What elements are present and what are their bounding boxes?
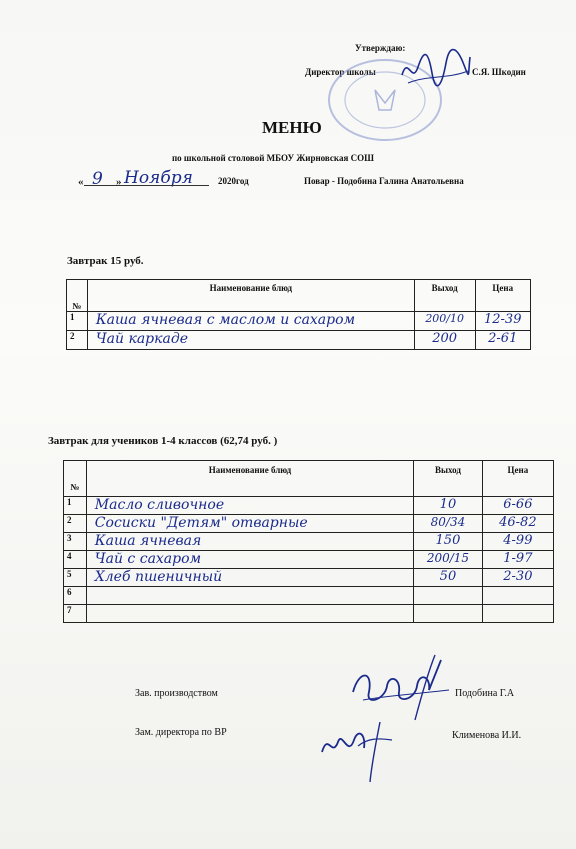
row-num: 3 — [64, 533, 87, 551]
director-signature — [398, 45, 473, 90]
table-row — [64, 605, 554, 623]
row-num: 1 — [64, 497, 87, 515]
cook-name: Повар - Подобина Галина Анатольевна — [304, 176, 464, 186]
approval-position: Директор школы — [305, 67, 376, 77]
row-price: 2-30 — [482, 569, 553, 587]
table-row — [64, 587, 554, 605]
approval-name: С.Я. Шкодин — [472, 67, 526, 77]
table-row — [67, 331, 531, 350]
row-name: Чай с сахаром — [86, 551, 413, 569]
row-num: 7 — [64, 605, 87, 623]
col-name: Наименование блюд — [87, 280, 414, 312]
page-title: МЕНЮ — [262, 118, 322, 137]
col-price: Цена — [475, 280, 531, 312]
row-name — [86, 587, 413, 605]
production-name: Подобина Г.А — [455, 688, 515, 699]
row-num: 5 — [64, 569, 87, 587]
row-output: 10 — [414, 497, 483, 515]
date-open-quote: « — [78, 176, 84, 188]
date-close-quote: » — [116, 176, 122, 188]
breakfast2-title: Завтрак для учеников 1-4 классов (62,74 руб. ) — [48, 435, 278, 447]
col-output: Выход — [414, 280, 475, 312]
row-price: 46-82 — [482, 515, 553, 533]
row-price: 12-39 — [475, 312, 531, 331]
row-output: 80/34 — [414, 515, 483, 533]
table-row — [64, 551, 554, 569]
row-output: 50 — [414, 569, 483, 587]
row-name: Каша ячневая с маслом и сахаром — [87, 312, 414, 331]
row-name — [86, 605, 413, 623]
col-num: № — [64, 461, 87, 497]
row-num: 2 — [67, 331, 88, 350]
date-year: 2020год — [218, 176, 249, 186]
table-row — [67, 312, 531, 331]
deputy-name: Клименова И.И. — [452, 730, 522, 741]
breakfast1-title: Завтрак 15 руб. — [67, 255, 144, 267]
table-row — [64, 515, 554, 533]
date-month: Ноября — [124, 168, 193, 188]
row-num: 6 — [64, 587, 87, 605]
approval-title: Утверждаю: — [355, 43, 406, 53]
row-price: 6-66 — [482, 497, 553, 515]
row-name: Чай каркаде — [87, 331, 414, 350]
col-name: Наименование блюд — [86, 461, 413, 497]
row-num: 4 — [64, 551, 87, 569]
row-num: 2 — [64, 515, 87, 533]
breakfast2-table — [63, 460, 554, 623]
row-num: 1 — [67, 312, 88, 331]
deputy-label: Зам. директора по ВР — [135, 727, 227, 738]
row-price: 4-99 — [482, 533, 553, 551]
row-name: Сосиски "Детям" отварные — [86, 515, 413, 533]
col-price: Цена — [482, 461, 553, 497]
table-row — [64, 497, 554, 515]
row-name: Хлеб пшеничный — [86, 569, 413, 587]
row-name: Масло сливочное — [86, 497, 413, 515]
row-output — [414, 587, 483, 605]
col-num: № — [67, 280, 88, 312]
table-row — [64, 533, 554, 551]
deputy-signature — [318, 712, 398, 787]
row-output: 150 — [414, 533, 483, 551]
breakfast1-table — [66, 279, 531, 350]
col-output: Выход — [414, 461, 483, 497]
page-subtitle: по школьной столовой МБОУ Жирновская СОШ — [172, 153, 374, 163]
date-underline — [84, 185, 209, 186]
row-price: 2-61 — [475, 331, 531, 350]
row-price — [482, 605, 553, 623]
table-row — [64, 569, 554, 587]
row-output — [414, 605, 483, 623]
row-name: Каша ячневая — [86, 533, 413, 551]
row-price: 1-97 — [482, 551, 553, 569]
row-output: 200/10 — [414, 312, 475, 331]
production-label: Зав. производством — [135, 688, 218, 699]
row-output: 200 — [414, 331, 475, 350]
row-output: 200/15 — [414, 551, 483, 569]
row-price — [482, 587, 553, 605]
date-day: 9 — [92, 169, 103, 189]
